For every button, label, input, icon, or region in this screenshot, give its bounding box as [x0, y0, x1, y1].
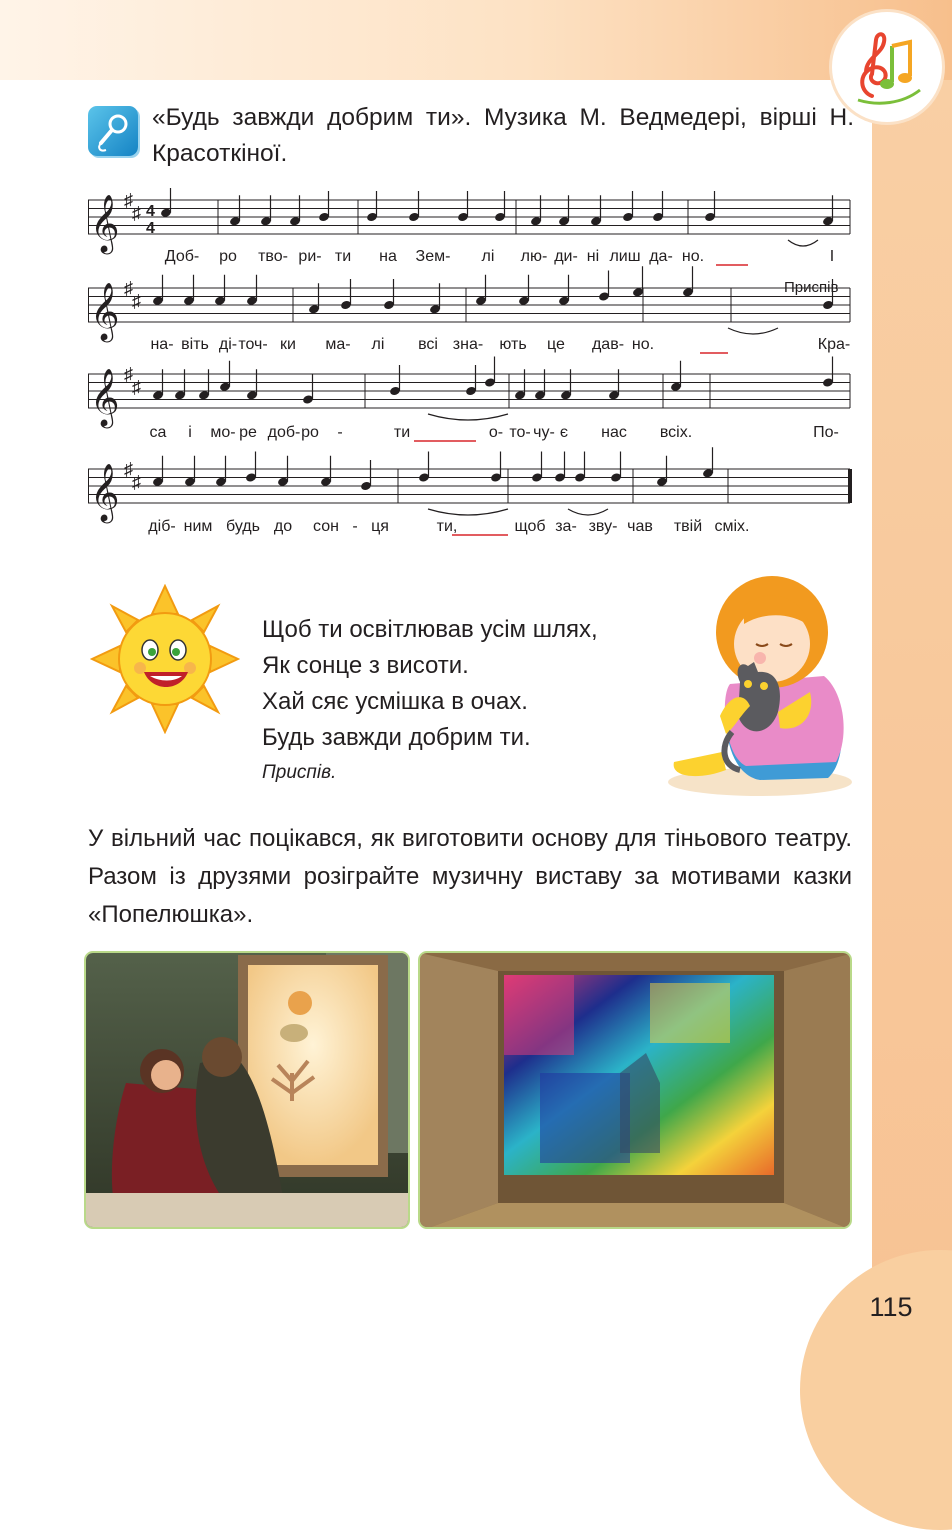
lyric-syllable: ця	[371, 518, 389, 535]
time-signature-top: 4	[146, 203, 155, 220]
treble-clef-icon: 𝄞	[90, 463, 120, 521]
lyric-syllable: ди-	[554, 248, 578, 265]
sharp-icon: ♯	[124, 190, 133, 210]
sharp-icon: ♯	[132, 472, 141, 492]
lyric-syllable: нас	[601, 424, 627, 441]
lyric-syllable: на	[379, 248, 397, 265]
verse-line: Щоб ти освітлював усім шлях,	[262, 616, 598, 643]
lyric-syllable: ре	[239, 424, 257, 441]
lyric-syllable: но.	[631, 336, 655, 353]
lyric-syllable: лі	[481, 248, 495, 265]
page-number: 115	[869, 1292, 913, 1322]
slur	[788, 240, 818, 246]
sharp-icon: ♯	[124, 364, 133, 384]
slur	[568, 509, 608, 515]
lyric-syllable: Зем-	[415, 248, 451, 265]
lyric-syllable: діб-	[148, 518, 176, 535]
activity-paragraph: У вільний час поцікався, як виготовити основу для тіньового театру. Разом із друзями розіграйте музичну виставу за мотивами казки «Попелюшка».	[88, 825, 852, 928]
lyric-syllable: По-	[813, 424, 839, 441]
lyric-syllable: сміх.	[714, 518, 750, 535]
refrain-label: Приспів	[784, 279, 839, 296]
staff-systems	[88, 188, 858, 568]
verse-line: Будь завжди добрим ти.	[262, 724, 531, 751]
lyric-syllable: -	[337, 424, 343, 441]
right-decorative-strip	[872, 80, 952, 1394]
lyric-syllable: щоб	[514, 518, 546, 535]
lyric-syllable: да-	[649, 248, 673, 265]
lyric-syllable: дав-	[591, 336, 625, 353]
lyric-syllable: ки	[280, 336, 296, 353]
lyric-syllable: це	[547, 336, 565, 353]
lyric-syllable: ді-	[218, 336, 238, 353]
lyric-syllable: чу-	[533, 424, 555, 441]
lyric-syllable: ти	[393, 424, 411, 441]
lyric-syllable: Доб-	[164, 248, 200, 265]
verse-line: Хай сяє усмішка в очах.	[262, 688, 528, 715]
slur	[428, 509, 508, 515]
lyric-syllable: чав	[627, 518, 653, 535]
lyric-syllable: о-	[488, 424, 504, 441]
sharp-icon: ♯	[132, 291, 141, 311]
lyric-syllable: лиш	[609, 248, 641, 265]
lyric-syllable: сон	[313, 518, 339, 535]
lyric-syllable: є	[559, 424, 569, 441]
lyric-syllable: будь	[226, 518, 260, 535]
lyric-syllable: ро	[219, 248, 237, 265]
lyric-syllable: і	[188, 424, 192, 441]
lyric-syllable: І	[829, 248, 835, 265]
lyric-syllable: твій	[673, 518, 703, 535]
lyric-syllable: ро	[301, 424, 319, 441]
lyric-syllable: мо-	[210, 424, 236, 441]
lyric-syllable: ти,	[436, 518, 458, 535]
lyric-syllable: за-	[555, 518, 577, 535]
lyric-syllable: зна-	[452, 336, 484, 353]
slur	[728, 328, 778, 334]
sheet-music	[88, 188, 858, 573]
lyric-syllable: ним	[183, 518, 213, 535]
microphone-icon	[88, 106, 138, 156]
treble-clef-icon: 𝄞	[90, 194, 120, 252]
lyric-syllable: ють	[499, 336, 527, 353]
lyric-syllable: лі	[371, 336, 385, 353]
lyric-syllable: на-	[150, 336, 174, 353]
lyric-syllable: зву-	[588, 518, 618, 535]
lyric-syllable: всіх.	[659, 424, 693, 441]
treble-clef-icon: 𝄞	[90, 282, 120, 340]
lyric-syllable: -	[352, 518, 358, 535]
slur	[428, 414, 508, 420]
sharp-icon: ♯	[124, 278, 133, 298]
lyric-syllable: Кра-	[817, 336, 851, 353]
lyric-syllable: ні	[586, 248, 600, 265]
refrain-note: Приспів.	[262, 762, 337, 783]
children-shadow-theatre-photo	[84, 951, 410, 1229]
sharp-icon: ♯	[132, 203, 141, 223]
girl-hugging-cat-illustration	[660, 566, 856, 802]
lyric-syllable: всі	[418, 336, 438, 353]
lyric-syllable: до	[273, 518, 293, 535]
lyric-syllable: ти	[334, 248, 352, 265]
verse-line: Як сонце з висоти.	[262, 652, 469, 679]
lyric-syllable: но.	[681, 248, 705, 265]
sharp-icon: ♯	[124, 459, 133, 479]
smiling-sun-icon	[90, 584, 240, 734]
song-title: «Будь завжди добрим ти». Музика М. Ведмедері, вірші Н. Красоткіної.	[152, 104, 854, 167]
treble-clef-icon: 𝄞	[90, 368, 120, 426]
time-signature-bottom: 4	[146, 220, 155, 237]
lyric-syllable: тво-	[258, 248, 288, 265]
lyric-syllable: лю-	[520, 248, 548, 265]
lyric-syllable: точ-	[238, 336, 268, 353]
lyric-syllable: са	[149, 424, 167, 441]
cardboard-shadow-theatre-box-photo	[418, 951, 852, 1229]
verse-text	[262, 612, 682, 790]
lyric-syllable: доб-	[267, 424, 301, 441]
lyric-syllable: то-	[509, 424, 531, 441]
top-decorative-band	[0, 0, 952, 80]
lyric-syllable: ри-	[298, 248, 322, 265]
lyric-syllable: ма-	[325, 336, 351, 353]
sharp-icon: ♯	[132, 377, 141, 397]
lyric-syllable: віть	[181, 336, 209, 353]
